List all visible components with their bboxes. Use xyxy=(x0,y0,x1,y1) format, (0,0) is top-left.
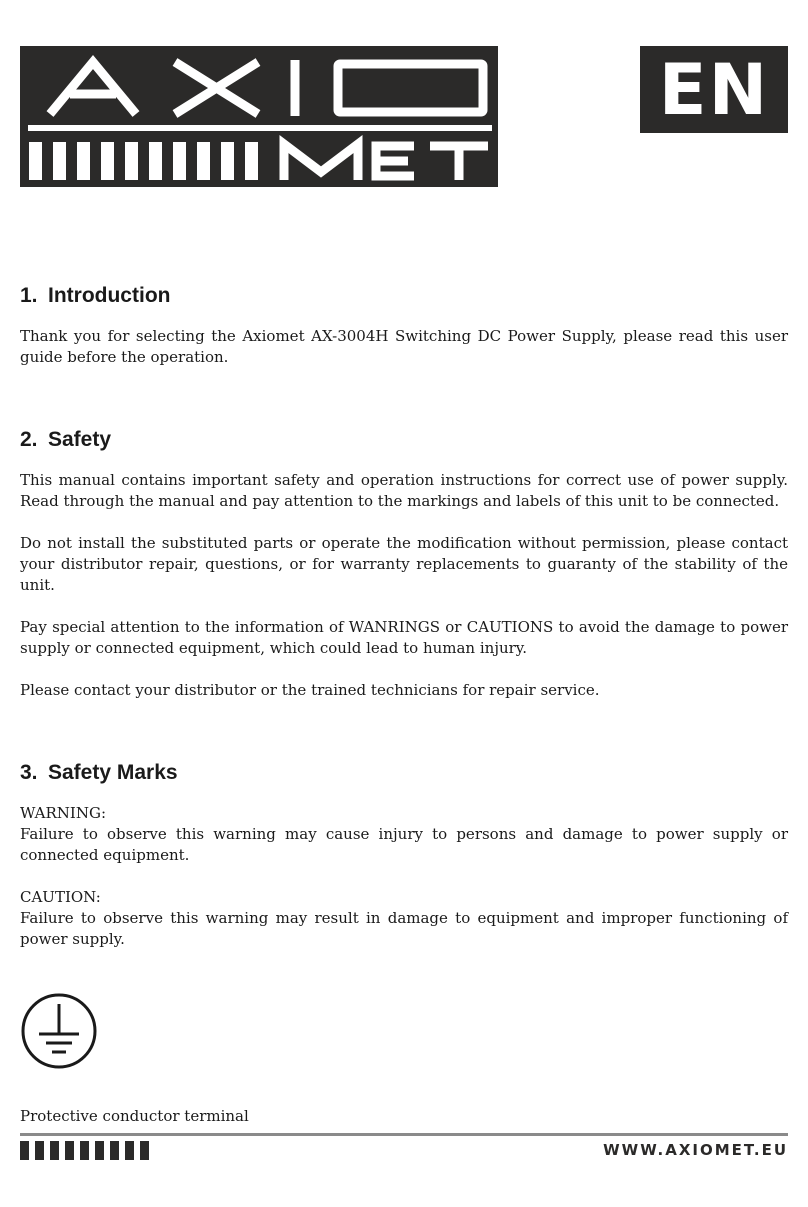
section-number: 2. xyxy=(20,428,38,451)
document-body xyxy=(20,280,788,1127)
safety-marks-heading xyxy=(20,761,788,785)
section-safety-marks xyxy=(20,761,788,1127)
safety-paragraph: Do not install the substituted parts or operate the modification without permission, please contact your distributor repair, questions, or for warranty replacements to guaranty of the stability of the unit. xyxy=(20,534,788,594)
section-introduction xyxy=(20,284,788,368)
caution-label: CAUTION: xyxy=(20,888,101,906)
safety-paragraph: Please contact your distributor or the trained technicians for repair service. xyxy=(20,681,600,699)
warning-text: Failure to observe this warning may cause injury to persons and damage to power supply or connected equipment. xyxy=(20,825,788,864)
safety-paragraph: Pay special attention to the information of WANRINGS or CAUTIONS to avoid the damage to power supply or connected equipment, which could lead to human injury. xyxy=(20,618,788,657)
symbol-caption: Protective conductor terminal xyxy=(20,1107,249,1125)
section-title: Introduction xyxy=(48,284,171,307)
footer-bars-logo xyxy=(20,1141,149,1160)
language-badge: EN xyxy=(640,46,788,133)
section-number: 1. xyxy=(20,284,38,307)
introduction-heading xyxy=(20,284,788,308)
axiomet-logo xyxy=(20,46,498,187)
footer-divider xyxy=(20,1133,788,1136)
safety-heading xyxy=(20,428,788,452)
section-title: Safety Marks xyxy=(48,761,178,784)
section-safety xyxy=(20,428,788,701)
footer-website-url: WWW.AXIOMET.EU xyxy=(603,1141,788,1159)
introduction-paragraph: Thank you for selecting the Axiomet AX-3004H Switching DC Power Supply, please read this user guide before the operation. xyxy=(20,327,788,366)
warning-block xyxy=(20,803,788,866)
caution-text: Failure to observe this warning may result in damage to equipment and improper functioning of power supply. xyxy=(20,909,788,948)
section-title: Safety xyxy=(48,428,112,451)
section-number: 3. xyxy=(20,761,38,784)
caution-block xyxy=(20,887,788,950)
safety-paragraph: This manual contains important safety and operation instructions for correct use of power supply. Read through the manual and pay attention to the markings and labels of this unit to be connected. xyxy=(20,471,788,510)
warning-label: WARNING: xyxy=(20,804,107,822)
protective-earth-icon xyxy=(20,992,98,1070)
